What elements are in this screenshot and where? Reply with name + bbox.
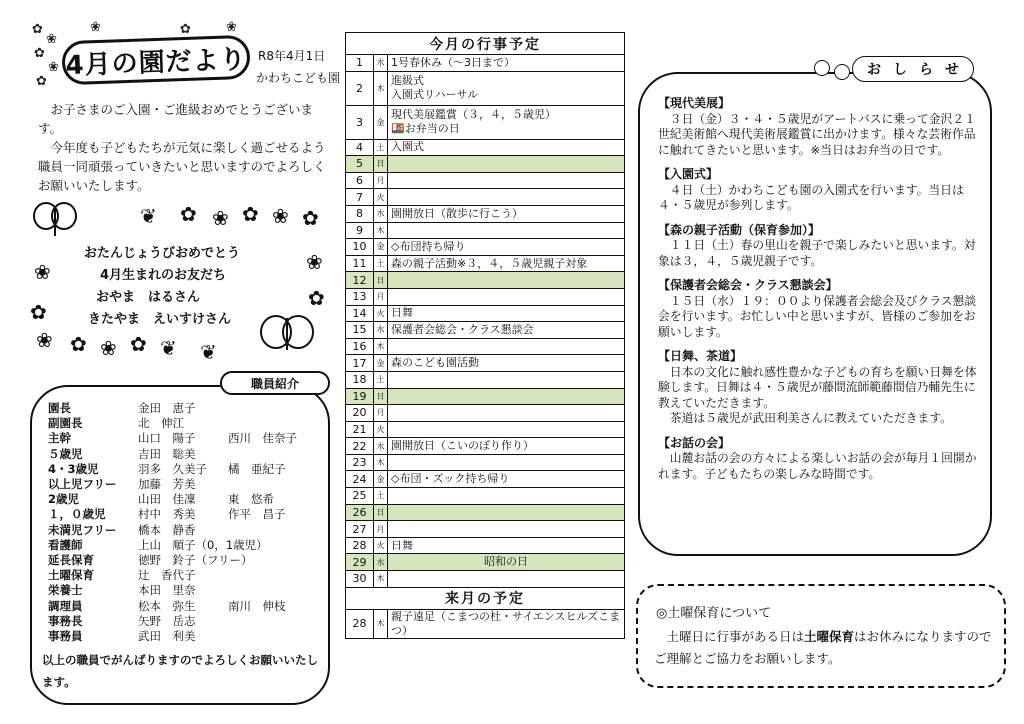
staff-row <box>48 629 328 644</box>
calendar-weekday: 木 <box>374 454 388 471</box>
staff-row <box>48 507 328 522</box>
staff-role: １，０歳児 <box>48 507 106 522</box>
staff-name: 作平 昌子 <box>228 507 286 522</box>
news-heading: 【お話の会】 <box>658 435 731 450</box>
flower-icon: ✿ <box>36 74 47 89</box>
calendar-event <box>388 521 625 538</box>
calendar-weekday: 月 <box>374 521 388 538</box>
calendar-day: 17 <box>346 355 374 372</box>
calendar-weekday: 火 <box>374 189 388 206</box>
news-body: 山麓お話の会の方々による楽しいお話の会が毎月１回開かれます。子どもたちの楽しみな時間です。 <box>658 451 977 481</box>
flower-icon: ✿ <box>302 206 319 230</box>
leaf-icon: ❦ <box>200 340 217 364</box>
calendar-day: 20 <box>346 405 374 422</box>
calendar-row <box>346 305 625 322</box>
news-label <box>852 56 974 82</box>
calendar-event <box>388 405 625 422</box>
calendar-row <box>346 609 625 638</box>
greeting-paragraph: お子さまのご入園・ご進級おめでとうございます。 <box>38 102 314 136</box>
news-title-char: ら <box>919 62 933 78</box>
news-heading: 【日舞、茶道】 <box>658 349 743 363</box>
staff-name: 西川 佳奈子 <box>228 431 297 446</box>
calendar-row <box>346 172 625 189</box>
calendar-row <box>346 504 625 521</box>
calendar-weekday: 木 <box>374 338 388 355</box>
calendar-title: 来月の予定 <box>346 587 625 609</box>
flower-icon: ✿ <box>70 332 87 356</box>
calendar-event <box>388 504 625 521</box>
calendar-weekday: 金 <box>374 471 388 488</box>
calendar-day: 7 <box>346 189 374 206</box>
staff-name: 加藤 芳美 <box>138 477 196 492</box>
calendar-day: 9 <box>346 222 374 239</box>
calendar-weekday: 金 <box>374 105 388 139</box>
staff-name: 武田 利美 <box>138 629 196 644</box>
news-item <box>658 278 978 340</box>
calendar-day: 13 <box>346 288 374 305</box>
calendar-day: 29 <box>346 554 374 571</box>
calendar-weekday: 水 <box>374 554 388 571</box>
staff-role: 栄養士 <box>48 583 83 598</box>
news-item <box>658 167 978 214</box>
calendar-weekday: 金 <box>374 355 388 372</box>
calendar-event: 森のこども園活動 <box>388 355 625 372</box>
staff-name: 本田 里奈 <box>138 583 196 598</box>
calendar-row <box>346 222 625 239</box>
calendar-row <box>346 438 625 455</box>
newsletter-title: 4月の園だより <box>61 35 250 86</box>
staff-role: 園長 <box>48 401 71 415</box>
news-item <box>658 349 978 427</box>
birthday-message <box>84 243 304 331</box>
calendar-day: 30 <box>346 571 374 588</box>
calendar-day: 27 <box>346 521 374 538</box>
calendar-day: 5 <box>346 156 374 173</box>
calendar-row <box>346 272 625 289</box>
smiley-icon <box>834 64 850 80</box>
calendar-event: 昭和の日 <box>388 554 625 571</box>
calendar-title: 今月の行事予定 <box>346 33 625 55</box>
flower-icon: ✿ <box>130 332 147 356</box>
staff-role: 2歳児 <box>48 492 80 507</box>
flower-icon: ✿ <box>34 46 45 61</box>
staff-name: 金田 恵子 <box>138 401 196 415</box>
saturday-text: はお休みになりますのでご理解とご協力をお願いします。 <box>654 629 992 666</box>
calendar-row <box>346 71 625 105</box>
butterfly-icon <box>32 200 78 240</box>
calendar-event: 1号春休み（～3日まで） <box>388 55 625 72</box>
calendar-weekday: 木 <box>374 571 388 588</box>
calendar-event <box>388 421 625 438</box>
calendar-row <box>346 537 625 554</box>
calendar-day: 16 <box>346 338 374 355</box>
news-body: 茶道は５歳児が武田利美さんに教えていただきます。 <box>669 411 952 425</box>
flower-icon: ❀ <box>212 206 229 230</box>
calendar-header <box>346 33 625 55</box>
calendar-event: 進級式 入園式リハーサル <box>388 71 625 105</box>
staff-name: 東 悠希 <box>228 492 274 507</box>
calendar-day: 6 <box>346 172 374 189</box>
news-body: ４日（土）かわちこども園の入園式を行います。当日は４・５歳児が参列します。 <box>658 182 964 212</box>
staff-name: 北 伸江 <box>138 416 184 431</box>
masthead <box>30 18 252 90</box>
calendar-row <box>346 205 625 222</box>
flower-icon: ✿ <box>308 286 325 310</box>
staff-role: 看護師 <box>48 537 83 552</box>
birthday-name: おやま はるさん <box>96 290 201 305</box>
calendar-row <box>346 338 625 355</box>
news-heading: 【現代美展】 <box>658 96 731 110</box>
calendar-event: 親子遠足（こまつの杜・サイエンスヒルズこまつ） <box>388 609 625 638</box>
staff-row <box>48 599 328 614</box>
news-title-char: し <box>893 62 907 78</box>
staff-section <box>30 385 330 705</box>
calendar-weekday: 日 <box>374 388 388 405</box>
birthday-section <box>30 200 330 364</box>
staff-role: 主幹 <box>48 431 71 446</box>
birthday-name: きたやま えいすけさん <box>88 312 232 327</box>
flower-icon: ✿ <box>180 22 191 37</box>
flower-icon: ❀ <box>48 60 59 75</box>
calendar-day: 19 <box>346 388 374 405</box>
staff-role: 未満児フリー <box>48 522 117 537</box>
calendar-row <box>346 55 625 72</box>
flower-icon: ✿ <box>30 300 47 324</box>
calendar-event <box>388 222 625 239</box>
staff-row <box>48 583 328 598</box>
staff-name: 山口 陽子 <box>138 431 196 446</box>
flower-icon: ✿ <box>32 22 43 37</box>
calendar-day: 22 <box>346 438 374 455</box>
leaf-icon: ❦ <box>140 204 157 228</box>
calendar-row <box>346 156 625 173</box>
news-item <box>658 223 978 270</box>
staff-name: 徳野 鈴子（フリー） <box>138 553 253 568</box>
greeting-paragraph: 今年度も子どもたちが元気に楽しく過ごせるよう職員一同頑張っていきたいと思いますのでよろしくお願いいたします。 <box>38 140 326 193</box>
calendar-day: 10 <box>346 239 374 256</box>
calendar-event <box>388 371 625 388</box>
staff-name: 山田 佳凜 <box>138 492 196 507</box>
calendar-weekday: 月 <box>374 405 388 422</box>
calendar-day: 4 <box>346 139 374 156</box>
news-title <box>810 50 975 90</box>
staff-role: 調理員 <box>48 598 83 613</box>
staff-row <box>48 462 328 477</box>
staff-role: 副園長 <box>48 416 83 431</box>
calendar-day: 3 <box>346 105 374 139</box>
calendar-event: 日舞 <box>388 537 625 554</box>
calendar-row <box>346 355 625 372</box>
calendar-weekday: 木 <box>374 71 388 105</box>
news-item <box>658 96 978 158</box>
staff-name: 橘 亜紀子 <box>228 461 286 476</box>
news-section <box>638 72 992 556</box>
flower-icon: ❀ <box>34 260 51 284</box>
calendar-event: ◇布団・ズック持ち帰り <box>388 471 625 488</box>
calendar-weekday: 火 <box>374 537 388 554</box>
calendar-day: 8 <box>346 205 374 222</box>
calendar-day: 11 <box>346 255 374 272</box>
calendar-weekday: 日 <box>374 504 388 521</box>
calendar-weekday: 水 <box>374 205 388 222</box>
flower-icon: ❀ <box>90 20 101 35</box>
calendar-weekday: 木 <box>374 609 388 638</box>
staff-role: 土曜保育 <box>48 568 94 583</box>
staff-name: 南川 伸枝 <box>228 598 286 613</box>
flower-icon: ❀ <box>226 20 237 35</box>
staff-row <box>48 401 328 416</box>
calendar-row <box>346 189 625 206</box>
staff-name: 村中 秀美 <box>138 507 196 522</box>
news-content <box>658 96 978 491</box>
news-body: １５日（水）１９：００より保護者会総会及びクラス懇談会を行います。お忙しい中と思いますが、皆様のご参加をお願いします。 <box>658 293 977 339</box>
flower-icon: ❀ <box>36 328 53 352</box>
staff-role: 延長保育 <box>48 553 94 568</box>
flower-icon: ❀ <box>306 250 323 274</box>
staff-row <box>48 447 328 462</box>
calendar-row <box>346 255 625 272</box>
calendar-weekday: 日 <box>374 156 388 173</box>
calendar-weekday: 水 <box>374 322 388 339</box>
calendar-day: 28 <box>346 537 374 554</box>
news-heading: 【入園式】 <box>658 167 719 181</box>
calendar-event <box>388 388 625 405</box>
calendar-day: 21 <box>346 421 374 438</box>
calendar-event: 園開放日（散歩に行こう） <box>388 205 625 222</box>
calendar-weekday: 金 <box>374 239 388 256</box>
issue-date: R8年4月1日 <box>258 49 326 63</box>
calendar-row <box>346 239 625 256</box>
calendar-day: 24 <box>346 471 374 488</box>
calendar-day: 26 <box>346 504 374 521</box>
news-heading: 【保護者会総会・クラス懇談会】 <box>658 278 838 292</box>
calendar-weekday: 水 <box>374 55 388 72</box>
calendar-row <box>346 388 625 405</box>
news-item <box>658 436 978 483</box>
calendar-day: 18 <box>346 371 374 388</box>
staff-role: 事務員 <box>48 629 83 644</box>
calendar-day: 23 <box>346 454 374 471</box>
calendar-row <box>346 405 625 422</box>
calendar-row <box>346 454 625 471</box>
calendar-event <box>388 571 625 588</box>
flower-icon: ❀ <box>272 204 289 228</box>
flower-icon: ✿ <box>242 202 259 226</box>
saturday-bold-text: 土曜保育 <box>804 629 855 644</box>
staff-list <box>48 401 328 644</box>
calendar-day: 28 <box>346 609 374 638</box>
staff-name: 上山 順子（0，1歳児） <box>138 537 268 552</box>
staff-name: 吉田 聡美 <box>138 446 196 461</box>
calendar-event: 園開放日（こいのぼり作り） <box>388 438 625 455</box>
staff-closing: 以上の職員でがんばりますのでよろしくお願いいたします。 <box>42 653 318 689</box>
flower-icon: ❀ <box>100 336 117 360</box>
staff-name: 橋本 静香 <box>138 522 196 537</box>
calendar-event: 森の親子活動※３，４，５歳児親子対象 <box>388 255 625 272</box>
calendar-row <box>346 105 625 139</box>
leaf-icon: ❦ <box>160 336 177 360</box>
greeting-text <box>38 100 332 195</box>
calendar-weekday: 火 <box>374 305 388 322</box>
flower-icon: ✿ <box>180 202 197 226</box>
staff-title: 職員紹介 <box>220 371 330 395</box>
staff-name: 羽多 久美子 <box>138 461 207 476</box>
calendar-weekday: 土 <box>374 139 388 156</box>
calendar-row <box>346 322 625 339</box>
staff-row <box>48 416 328 431</box>
calendar-event <box>388 189 625 206</box>
calendar-header <box>346 587 625 609</box>
news-title-char: お <box>867 62 881 78</box>
calendar-row <box>346 554 625 571</box>
calendar-event: 現代美展鑑賞（３，４，５歳児） 🍱お弁当の日 <box>388 105 625 139</box>
calendar-event <box>388 288 625 305</box>
calendar-event <box>388 272 625 289</box>
staff-role: ５歳児 <box>48 446 83 461</box>
calendar-weekday: 月 <box>374 288 388 305</box>
calendar-event <box>388 454 625 471</box>
event-calendar <box>345 32 625 639</box>
staff-row <box>48 614 328 629</box>
calendar-event <box>388 156 625 173</box>
calendar-weekday: 土 <box>374 371 388 388</box>
calendar-row <box>346 139 625 156</box>
calendar-day: 12 <box>346 272 374 289</box>
staff-row <box>48 538 328 553</box>
calendar-row <box>346 488 625 505</box>
calendar-day: 25 <box>346 488 374 505</box>
calendar-weekday: 日 <box>374 272 388 289</box>
birthday-greeting: おたんじょうびおめでとう <box>84 246 241 261</box>
calendar-row <box>346 571 625 588</box>
news-title-char: せ <box>945 62 959 78</box>
saturday-notice <box>636 584 1006 688</box>
smiley-icon <box>814 60 830 76</box>
calendar-row <box>346 471 625 488</box>
news-heading: 【森の親子活動（保育参加）】 <box>658 222 821 237</box>
calendar-row <box>346 421 625 438</box>
school-name: かわちこども園 <box>256 71 341 85</box>
calendar-weekday: 土 <box>374 488 388 505</box>
staff-row <box>48 568 328 583</box>
calendar-weekday: 水 <box>374 438 388 455</box>
calendar-row <box>346 521 625 538</box>
saturday-text: 土曜日に行事がある日は <box>666 629 805 644</box>
calendar-event <box>388 488 625 505</box>
staff-row <box>48 553 328 568</box>
staff-name: 松本 弥生 <box>138 598 196 613</box>
flower-icon: ❀ <box>46 32 57 47</box>
staff-name: 辻 香代子 <box>138 568 196 583</box>
calendar-event: ◇布団持ち帰り <box>388 239 625 256</box>
staff-row <box>48 477 328 492</box>
staff-row <box>48 492 328 507</box>
calendar-day: 14 <box>346 305 374 322</box>
calendar-weekday: 土 <box>374 255 388 272</box>
staff-role: 以上児フリー <box>48 477 117 492</box>
saturday-title: ◎土曜保育について <box>656 606 772 621</box>
calendar-event <box>388 338 625 355</box>
calendar-weekday: 木 <box>374 222 388 239</box>
calendar-row <box>346 371 625 388</box>
calendar-weekday: 火 <box>374 421 388 438</box>
staff-role: 事務長 <box>48 613 83 628</box>
calendar-day: 15 <box>346 322 374 339</box>
calendar-row <box>346 288 625 305</box>
calendar-event <box>388 172 625 189</box>
news-body: ３日（金）３・４・５歳児がアートバスに乗って金沢２１世紀美術館へ現代美術展鑑賞に出かけます。様々な芸術作品に触れてきたいと思います。※当日はお弁当の日です。 <box>658 111 976 157</box>
staff-role: 4・3歳児 <box>48 461 99 476</box>
news-body: １１日（土）春の里山を親子で楽しみたいと思います。対象は３，４，５歳児親子です。 <box>658 238 976 268</box>
calendar-weekday: 月 <box>374 172 388 189</box>
saturday-body <box>654 626 994 670</box>
staff-row <box>48 431 328 446</box>
staff-name: 矢野 岳志 <box>138 613 196 628</box>
calendar-event: 保護者会総会・クラス懇談会 <box>388 322 625 339</box>
calendar-event: 入園式 <box>388 139 625 156</box>
birthday-subtitle: 4月生まれのお友だち <box>100 268 227 283</box>
calendar-day: 2 <box>346 71 374 105</box>
staff-row <box>48 523 328 538</box>
calendar-day: 1 <box>346 55 374 72</box>
news-body: 日本の文化に触れ感性豊かな子どもの育ちを願い日舞を体験します。日舞は４・５歳児が藤間流師範藤間信乃輔先生に教えていただきます。 <box>658 364 977 410</box>
calendar-event: 日舞 <box>388 305 625 322</box>
